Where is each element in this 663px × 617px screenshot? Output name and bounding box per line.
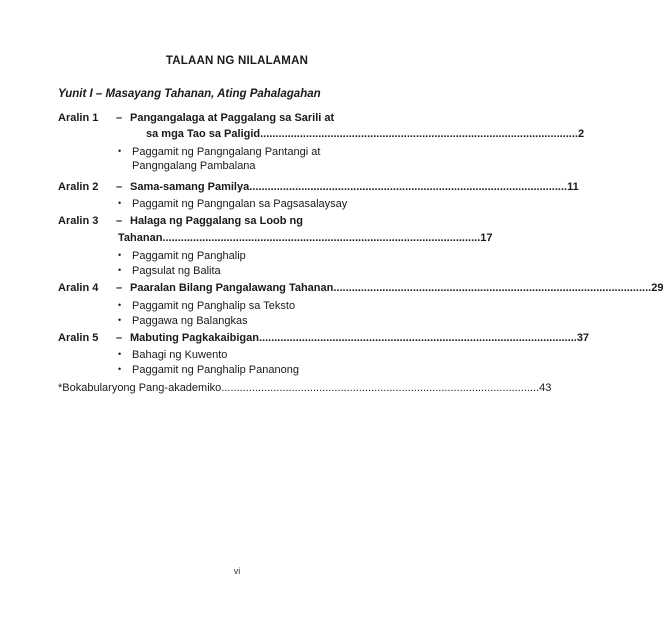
bullet-dot: •: [118, 198, 122, 208]
bullet-dot: •: [118, 315, 122, 325]
lesson-2-entry: [58, 180, 579, 194]
lesson-2-page: 11: [567, 181, 579, 193]
lesson-1-title-line1: Pangangalaga at Paggalang sa Sarili at: [130, 112, 335, 124]
lesson-1-dash: –: [116, 112, 123, 124]
lesson-1-page: 2: [577, 128, 585, 140]
lesson-4-title: Paaralan Bilang Pangalawang Tahanan: [130, 282, 334, 294]
lesson-2-dash: –: [116, 181, 123, 193]
lesson-2-bullet-1: [118, 196, 347, 211]
glossary-label: *Bokabularyong Pang-akademiko: [58, 382, 222, 394]
glossary-page: 43: [539, 382, 552, 394]
lesson-5-dash: –: [116, 332, 123, 344]
lesson-1-heading: [58, 111, 388, 125]
lesson-3-title-line1: Halaga ng Paggalang sa Loob ng: [130, 215, 303, 227]
lesson-4-dash: –: [116, 282, 123, 294]
bullet-text: Paggamit ng Panghalip sa Teksto: [132, 300, 296, 312]
lesson-2-label: Aralin 2: [58, 181, 99, 193]
lesson-1-entry: [146, 127, 585, 141]
bullet-text: Paggamit ng Pangngalan sa Pagsasalaysay: [132, 198, 348, 210]
lesson-4-bullet-2: [118, 313, 248, 328]
lesson-1-bullet-1: [118, 144, 320, 159]
dot-leader: ........................................................................................................: [258, 332, 577, 344]
lesson-2-title: Sama-samang Pamilya: [130, 181, 250, 193]
bullet-dot: •: [118, 146, 122, 156]
lesson-4-page: 29: [651, 282, 663, 294]
bullet-text: Paggamit ng Panghalip Pananong: [132, 364, 299, 376]
dot-leader: ........................................................................................................: [221, 382, 540, 394]
lesson-4-bullet-1: [118, 298, 295, 313]
lesson-3-label: Aralin 3: [58, 215, 99, 227]
bullet-text: Pagsulat ng Balita: [132, 265, 221, 277]
dot-leader: ........................................................................................................: [249, 181, 568, 193]
lesson-5-label: Aralin 5: [58, 332, 99, 344]
lesson-5-title: Mabuting Pagkakaibigan: [130, 332, 259, 344]
glossary-entry: [58, 381, 552, 395]
bullet-dot: •: [118, 265, 122, 275]
lesson-3-page: 17: [480, 232, 493, 244]
dot-leader: ........................................................................................................: [162, 232, 481, 244]
lesson-5-bullet-1: [118, 347, 227, 362]
bullet-dot: •: [118, 349, 122, 359]
lesson-1-title-line2: sa mga Tao sa Paligid: [146, 128, 261, 140]
bullet-text: Bahagi ng Kuwento: [132, 349, 228, 361]
lesson-5-bullet-2: [118, 362, 299, 377]
lesson-3-dash: –: [116, 215, 123, 227]
lesson-3-entry: [118, 231, 493, 245]
bullet-text: Paggamit ng Panghalip: [132, 250, 246, 262]
bullet-text: Paggamit ng Pangngalang Pantangi at: [132, 146, 321, 158]
lesson-3-title-line2: Tahanan: [118, 232, 163, 244]
bullet-dot: •: [118, 364, 122, 374]
lesson-3-bullet-2: [118, 263, 221, 278]
bullet-dot: •: [118, 250, 122, 260]
unit-title: Yunit I – Masayang Tahanan, Ating Pahalagahan: [58, 88, 321, 100]
lesson-5-page: 37: [576, 332, 590, 344]
lesson-3-bullet-1: [118, 248, 246, 263]
bullet-dot: •: [118, 300, 122, 310]
dot-leader: ........................................................................................................: [333, 282, 652, 294]
lesson-1-bullet-1-cont: Pangngalang Pambalana: [132, 160, 256, 172]
dot-leader: ........................................................................................................: [260, 128, 578, 140]
lesson-4-entry: [58, 281, 663, 295]
page-title: TALAAN NG NILALAMAN: [165, 55, 309, 67]
bullet-text: Paggawa ng Balangkas: [132, 315, 248, 327]
page-number-footer: vi: [233, 566, 241, 576]
lesson-4-label: Aralin 4: [58, 282, 99, 294]
lesson-1-label: Aralin 1: [58, 112, 99, 124]
lesson-3-heading: [58, 214, 388, 228]
lesson-5-entry: [58, 331, 590, 345]
